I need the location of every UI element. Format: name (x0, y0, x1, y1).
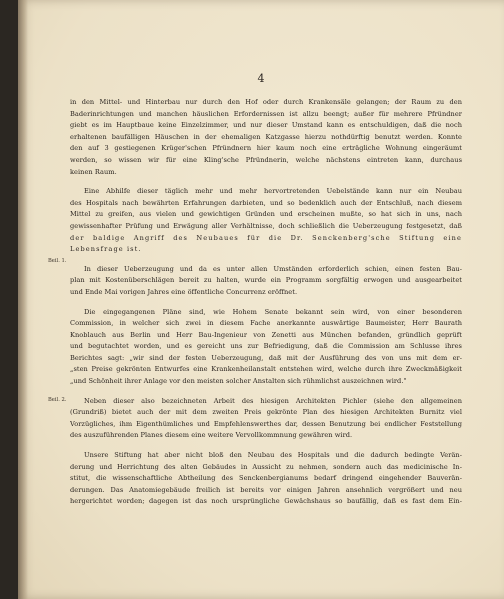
text-line: Unsere Stiftung hat aber nicht bloß den Neubau des Hospitals und die dadurch bedingte Verän- (84, 451, 462, 460)
text-line: erhaltenen baufälligen Häuschen in der ehemaligen Katzgasse hierzu nothdürftig benutzt werden. Konnte (70, 132, 462, 141)
text-line: Berichtes sagt: „wir sind der festen Ueberzeugung, daß mit der Ausführung des von uns mit dem er- (70, 353, 462, 362)
text-line: Commission, in welcher sich zwei in diesem Fache anerkannte auswärtige Baumeister, Herr Baurath (70, 319, 462, 328)
text-line: derungen. Das Anatomiegebäude freilich ist bereits vor einigen Jahren ansehnlich vergrößert und neu (70, 485, 462, 494)
margin-note-beil-2: Beil. 2. (48, 397, 67, 403)
text-line: hergerichtet worden; dagegen ist das noch ursprüngliche Gewächshaus so baufällig, daß es fast dem Ein- (70, 497, 462, 506)
page-gutter-shadow (18, 0, 28, 599)
text-line: „sten Preise gekrönten Entwurfes eine Krankenheilanstalt entstehen wird, welche durch ihre Zweckmäßigkeit (70, 365, 462, 374)
text-line: In dieser Ueberzeugung und da es unter allen Umständen erforderlich schien, einen festen Bau- (84, 264, 462, 273)
text-line: (Grundriß) bietet auch der mit dem zweiten Preis gekrönte Plan des hiesigen Architekten Burnitz viel (70, 408, 462, 417)
text-line: Die eingegangenen Pläne sind, wie Hohem Senate bekannt sein wird, von einer besonderen (84, 307, 462, 316)
text-line: des Hospitals nach bewährten Erfahrungen darbieten, und so bedenklich auch der Entschluß, nach diesem (70, 198, 462, 207)
text-line: Neben dieser also bezeichneten Arbeit des hiesigen Architekten Pichler (siehe den allgemeinen (84, 396, 462, 405)
text-line: gewissenhafter Prüfung und Erwägung aller Verhältnisse, doch schließlich die Ueberzeugung festgesetzt, daß (70, 221, 462, 230)
text-line-emphasis: Lebensfrage ist. (70, 245, 142, 254)
text-line-emphasis: der baldige Angriff des Neubaues für die Dr. Senckenberg'sche Stiftung eine (70, 233, 462, 242)
text-line: und Ende Mai vorigen Jahres eine öffentliche Concurrenz eröffnet. (70, 287, 298, 296)
text-line: und begutachtet worden, und es gereicht uns zur Befriedigung, daß die Commission am Schlusse ihres (70, 342, 462, 351)
body-text (70, 97, 462, 508)
text-line: Knoblauch aus Berlin und Herr Bau-Ingenieur von Zenetti aus München befanden, gründlich geprüft (70, 330, 462, 339)
margin-note-beil-1: Beil. 1. (48, 258, 67, 264)
text-line: in den Mittel- und Hinterbau nur durch den Hof oder durch Krankensäle gelangen; der Raum zu den (70, 98, 462, 106)
text-line: werden, so wissen wir für eine Kling'sche Pfründnerin, welche nächstens eintreten kann, durchaus (70, 155, 462, 164)
text-line: plan mit Kostenüberschlägen bereit zu halten, wurde ein Programm sorgfältig erwogen und ausgearbeitet (70, 276, 462, 285)
text-line: stitut, die wissenschaftliche Abtheilung des Senckenbergianums bedarf dringend eingehender Bauverän- (70, 474, 462, 483)
text-line: derung und Herrichtung des alten Gebäudes in Aussicht zu nehmen, sondern auch das medicinische In- (70, 462, 462, 471)
page-number: 4 (257, 72, 265, 85)
text-line: giebt es im Hauptbaue keine Einzelzimmer, und nur dieser Umstand kann es entschuldigen, daß die noch (70, 121, 462, 130)
text-line: Baderinrichtungen und manchen häuslichen Erfordernissen ist allzu beengt; außer für mehrere Pfründner (70, 109, 462, 118)
text-line: Eine Abhilfe dieser täglich mehr und mehr hervortretenden Uebelstände kann nur ein Neubau (84, 187, 462, 196)
text-line: Mittel zu greifen, aus vielen und gewichtigen Gründen und erscheinen mußte, so hat sich in uns, nach (70, 210, 462, 219)
text-line: Vorzügliches, ihm Eigenthümliches und Empfehlenswerthes dar, dessen Benutzung bei endlicher Feststellung (70, 419, 462, 428)
text-line: den auf 3 gestiegenen Krüger'schen Pfründnern hier kaum noch eine erträgliche Wohnung eingeräumt (70, 144, 462, 153)
text-line: „und Schönheit ihrer Anlage vor den meisten solcher Anstalten sich rühmlichst auszeichnen wird." (70, 377, 407, 386)
text-line: des auszuführenden Planes diesem eine weitere Vervollkommnung gewähren wird. (70, 431, 353, 440)
text-line: keinen Raum. (70, 167, 117, 176)
